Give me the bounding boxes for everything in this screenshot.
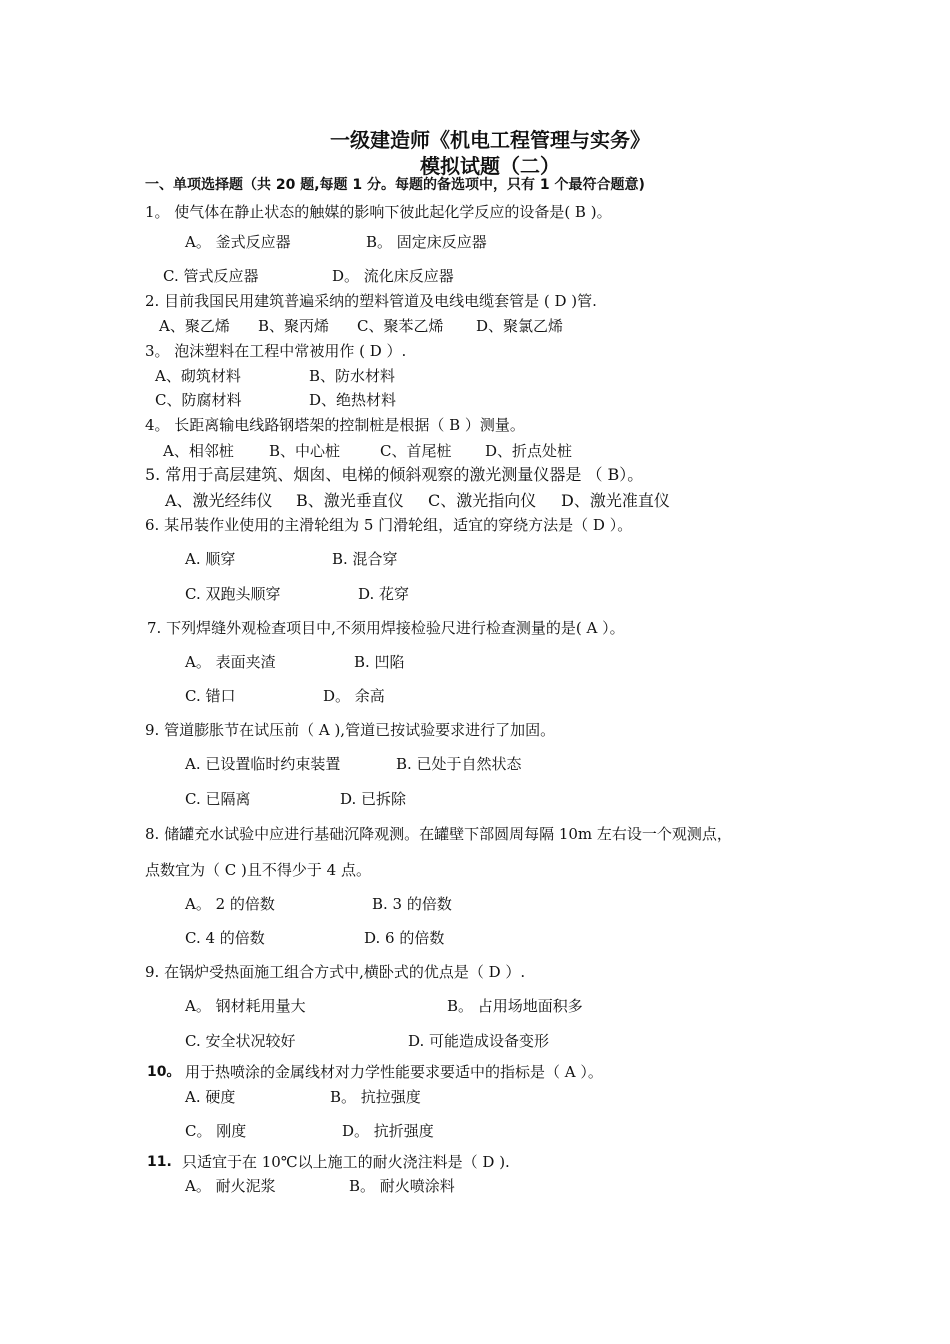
option-a: A. 硬度 xyxy=(185,1088,236,1106)
question-11-number: 11. xyxy=(147,1154,172,1170)
option-c: C. 4 的倍数 xyxy=(185,929,265,947)
option-d: D。 余高 xyxy=(323,687,385,705)
option-d: D、绝热材料 xyxy=(309,391,397,409)
option-c: C、防腐材料 xyxy=(155,391,242,409)
question-6: 6. 某吊装作业使用的主滑轮组为 5 门滑轮组，适宜的穿绕方法是（ D ）。 xyxy=(145,516,633,534)
option-c: C. 安全状况较好 xyxy=(185,1032,296,1050)
question-4: 4。 长距离输电线路钢塔架的控制桩是根据（ B ）测量。 xyxy=(145,416,525,434)
question-2: 2. 目前我国民用建筑普遍采纳的塑料管道及电线电缆套管是 ( D )管. xyxy=(145,292,597,310)
question-5: 5. 常用于高层建筑、烟囱、电梯的倾斜观察的激光测量仪器是 （ B）。 xyxy=(145,465,644,484)
question-10: 用于热喷涂的金属线材对力学性能要求要适中的指标是（ A ）。 xyxy=(185,1063,603,1081)
option-a: A、砌筑材料 xyxy=(155,367,241,385)
document-subtitle: 模拟试题（二） xyxy=(420,154,560,178)
document-title: 一级建造师《机电工程管理与实务》 xyxy=(330,128,650,152)
question-10-number: 10。 xyxy=(147,1064,181,1080)
option-a: A、相邻桩 xyxy=(163,442,234,460)
option-d: D. 已拆除 xyxy=(340,790,407,808)
option-b: B。 占用场地面积多 xyxy=(447,997,583,1015)
option-a: A. 已设置临时约束装置 xyxy=(185,755,341,773)
option-c: C. 已隔离 xyxy=(185,790,251,808)
option-c: C. 双跑头顺穿 xyxy=(185,585,281,603)
option-d: D。 流化床反应器 xyxy=(332,267,454,285)
option-b: B。 固定床反应器 xyxy=(366,233,487,251)
question-8-cont: 点数宜为（ C )且不得少于 4 点。 xyxy=(145,861,371,879)
option-a: A、聚乙烯 xyxy=(159,317,230,335)
option-c: C、首尾桩 xyxy=(380,442,452,460)
option-b: B、中心桩 xyxy=(269,442,341,460)
option-a: A。 2 的倍数 xyxy=(185,895,275,913)
option-a: A。 钢材耗用量大 xyxy=(185,997,306,1015)
question-9b: 9. 在锅炉受热面施工组合方式中,横卧式的优点是（ D ）. xyxy=(145,963,526,981)
section-heading: 一、单项选择题（共 20 题,每题 1 分。每题的备选项中，只有 1 个最符合题意) xyxy=(145,177,645,193)
option-a: A。 表面夹渣 xyxy=(185,653,276,671)
option-b: B。 耐火喷涂料 xyxy=(349,1177,455,1195)
question-3: 3。 泡沫塑料在工程中常被用作 ( D ）. xyxy=(145,342,407,360)
question-1: 1。 使气体在静止状态的触媒的影响下彼此起化学反应的设备是( B )。 xyxy=(145,203,612,221)
option-d: D. 6 的倍数 xyxy=(364,929,445,947)
option-b: B、聚丙烯 xyxy=(258,317,330,335)
option-d: D、折点处桩 xyxy=(485,442,573,460)
option-d: D. 花穿 xyxy=(358,585,410,603)
option-d: D、激光准直仪 xyxy=(561,491,670,510)
question-9a: 9. 管道膨胀节在试压前（ A ),管道已按试验要求进行了加固。 xyxy=(145,721,556,739)
option-c: C. 管式反应器 xyxy=(163,267,259,285)
option-c: C. 错口 xyxy=(185,687,236,705)
option-d: D、聚氯乙烯 xyxy=(476,317,564,335)
option-c: C、激光指向仪 xyxy=(428,491,537,510)
question-11: 只适宜于在 10℃以上施工的耐火浇注料是（ D ). xyxy=(182,1153,510,1171)
option-c: C。 刚度 xyxy=(185,1122,247,1140)
option-b: B. 已处于自然状态 xyxy=(396,755,522,773)
option-b: B。 抗拉强度 xyxy=(330,1088,421,1106)
option-a: A、激光经纬仪 xyxy=(165,491,273,510)
question-7: 7. 下列焊缝外观检查项目中,不须用焊接检验尺进行检查测量的是( A ）。 xyxy=(147,619,625,637)
option-d: D。 抗折强度 xyxy=(342,1122,434,1140)
option-a: A。 釜式反应器 xyxy=(185,233,291,251)
option-b: B、防水材料 xyxy=(309,367,396,385)
option-b: B、激光垂直仪 xyxy=(296,491,404,510)
option-b: B. 混合穿 xyxy=(332,550,398,568)
option-a: A. 顺穿 xyxy=(185,550,236,568)
option-a: A。 耐火泥浆 xyxy=(185,1177,276,1195)
option-c: C、聚苯乙烯 xyxy=(357,317,444,335)
question-8: 8. 储罐充水试验中应进行基础沉降观测。在罐壁下部圆周每隔 10m 左右设一个观测点， xyxy=(145,825,732,843)
option-d: D. 可能造成设备变形 xyxy=(408,1032,550,1050)
option-b: B. 3 的倍数 xyxy=(372,895,452,913)
option-b: B. 凹陷 xyxy=(354,653,405,671)
